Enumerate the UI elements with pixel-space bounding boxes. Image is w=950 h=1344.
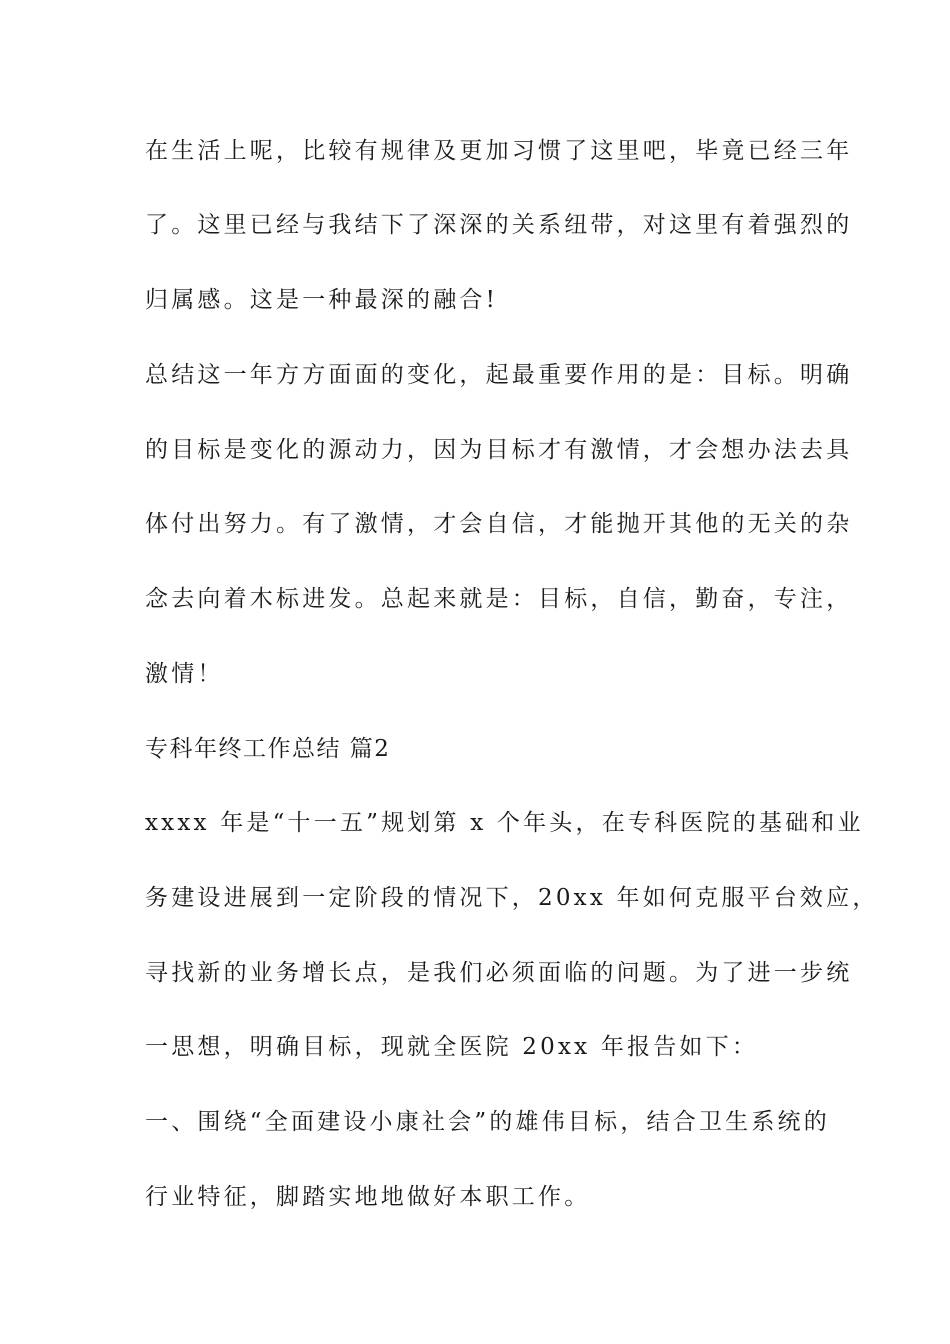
- paragraph-line: xxxx 年是“十一五”规划第 x 个年头，在专科医院的基础和业: [145, 810, 864, 836]
- paragraph-line: 的目标是变化的源动力，因为目标才有激情，才会想办法去具: [145, 437, 853, 463]
- paragraph-line: 一思想，明确目标，现就全医院 20xx 年报告如下：: [145, 1034, 759, 1060]
- paragraph-line: 在生活上呢，比较有规律及更加习惯了这里吧，毕竟已经三年: [145, 138, 853, 164]
- paragraph-line: 总结这一年方方面面的变化，起最重要作用的是：目标。明确: [145, 362, 853, 388]
- paragraph-line: 寻找新的业务增长点，是我们必须面临的问题。为了进一步统: [145, 960, 853, 986]
- paragraph-line: 念去向着木标进发。总起来就是：目标，自信，勤奋，专注，: [145, 586, 853, 612]
- paragraph-line: 激情！: [145, 661, 224, 687]
- paragraph-line: 行业特征，脚踏实地地做好本职工作。: [145, 1184, 591, 1210]
- paragraph-line: 了。这里已经与我结下了深深的关系纽带，对这里有着强烈的: [145, 212, 853, 238]
- paragraph-line: 体付出努力。有了激情，才会自信，才能抛开其他的无关的杂: [145, 511, 853, 537]
- paragraph-line: 归属感。这是一种最深的融合!: [145, 287, 499, 313]
- section-heading: 专科年终工作总结 篇2: [145, 736, 391, 762]
- paragraph-line: 务建设进展到一定阶段的情况下，20xx 年如何克服平台效应，: [145, 885, 879, 911]
- paragraph-line: 一、围绕“全面建设小康社会”的雄伟目标，结合卫生系统的: [145, 1109, 830, 1135]
